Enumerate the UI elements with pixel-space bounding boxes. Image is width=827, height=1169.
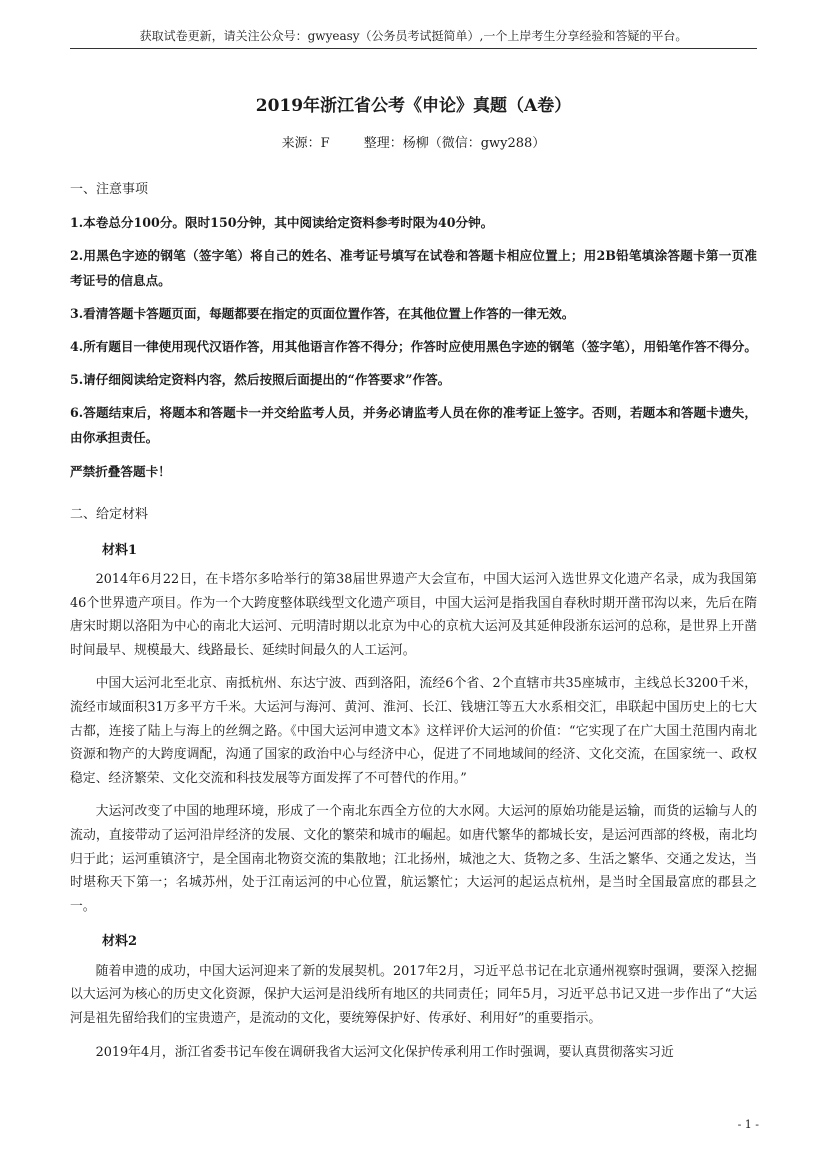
header-note: 获取试卷更新，请关注公众号：gwyeasy（公务员考试挺简单）,一个上岸考生分享经验和答疑的平台。 bbox=[139, 29, 688, 43]
material-2-paragraph-2: 2019年4月，浙江省委书记车俊在调研我省大运河文化保护传承利用工作时强调，要认真贯彻落实习近 bbox=[95, 1044, 674, 1060]
source-line bbox=[70, 134, 757, 154]
notice-item-6: 6.答题结束后，将题本和答题卡一并交给监考人员，并务必请监考人员在你的准考证上签字。否则，若题本和答题卡遗失，由你承担责任。 bbox=[70, 404, 757, 445]
materials-heading: 二、给定材料 bbox=[70, 507, 149, 522]
material-1-paragraph-3: 大运河改变了中国的地理环境，形成了一个南北东西全方位的大水网。大运河的原始功能是运输，而货的运输与人的流动，直接带动了运河沿岸经济的发展、文化的繁荣和城市的崛起。如唐代繁华的都城长安，是运河西部的终极，南北均归于此；运河重镇济宁，是全国南北物资交流的集散地；江北扬州，城池之大、货物之多、生活之繁华、交通之发达，当时堪称天下第一；名城苏州，处于江南运河的中心位置，航运繁忙；大运河的起运点杭州，是当时全国最富庶的郡县之一。 bbox=[70, 804, 757, 914]
header-divider bbox=[70, 48, 757, 49]
notice-item-5: 5.请仔细阅读给定资料内容，然后按照后面提出的“作答要求”作答。 bbox=[70, 371, 451, 387]
material-2-title: 材料2 bbox=[102, 934, 138, 950]
material-1-paragraph-1: 2014年6月22日，在卡塔尔多哈举行的第38届世界遗产大会宣布，中国大运河入选世界文化遗产名录，成为我国第46个世界遗产项目。作为一个大跨度整体联线型文化遗产项目，中国大运河是指我国自春秋时期开凿邗沟以来，先后在隋唐宋时期以洛阳为中心的南北大运河、元明清时期以北京为中心的京杭大运河及其延伸段浙东运河的总称，是世界上开凿时间最早、规模最大、线路最长、延续时间最久的人工运河。 bbox=[70, 572, 757, 658]
notice-heading: 一、注意事项 bbox=[70, 182, 149, 197]
warning-text: 严禁折叠答题卡！ bbox=[70, 463, 171, 479]
page-number: - 1 - bbox=[737, 1118, 759, 1131]
document-body bbox=[70, 178, 757, 1074]
material-2-paragraph-1: 随着申遗的成功，中国大运河迎来了新的发展契机。2017年2月，习近平总书记在北京通州视察时强调，要深入挖掘以大运河为核心的历史文化资源，保护大运河是沿线所有地区的共同责任；同年5月，习近平总书记又进一步作出了“大运河是祖先留给我们的宝贵遗产，是流动的文化，要统筹保护好、传承好、利用好”的重要指示。 bbox=[70, 963, 757, 1026]
notice-item-4: 4.所有题目一律使用现代汉语作答，用其他语言作答不得分；作答时应使用黑色字迹的钢笔（签字笔），用铅笔作答不得分。 bbox=[70, 338, 757, 354]
page-title: 2019年浙江省公考《申论》真题（A卷） bbox=[255, 96, 572, 116]
notice-item-3: 3.看清答题卡答题页面，每题都要在指定的页面位置作答，在其他位置上作答的一律无效。 bbox=[70, 305, 575, 321]
notice-item-1: 1.本卷总分100分。限时150分钟，其中阅读给定资料参考时限为40分钟。 bbox=[70, 214, 494, 230]
source-text: 来源：F bbox=[281, 136, 330, 151]
editor-text: 整理：杨柳（微信：gwy288） bbox=[363, 136, 546, 151]
material-1-title: 材料1 bbox=[102, 542, 138, 558]
notice-item-2: 2.用黑色字迹的钢笔（签字笔）将自己的姓名、准考证号填写在试卷和答题卡相应位置上；用2B铅笔填涂答题卡第一页准考证号的信息点。 bbox=[70, 247, 757, 288]
material-1-paragraph-2: 中国大运河北至北京、南抵杭州、东达宁波、西到洛阳，流经6个省、2个直辖市共35座城市，主线总长3200千米，流经市域面积31万多平方千米。大运河与海河、黄河、淮河、长江、钱塘江等五大水系相交汇，串联起中国历史上的七大古都，连接了陆上与海上的丝绸之路。《中国大运河申遗文本》这样评价大运河的价值：“它实现了在广大国土范围内南北资源和物产的大跨度调配，沟通了国家的政治中心与经济中心，促进了不同地域间的经济、文化交流，在国家统一、政权稳定、经济繁荣、文化交流和科技发展等方面发挥了不可替代的作用。” bbox=[70, 676, 757, 786]
